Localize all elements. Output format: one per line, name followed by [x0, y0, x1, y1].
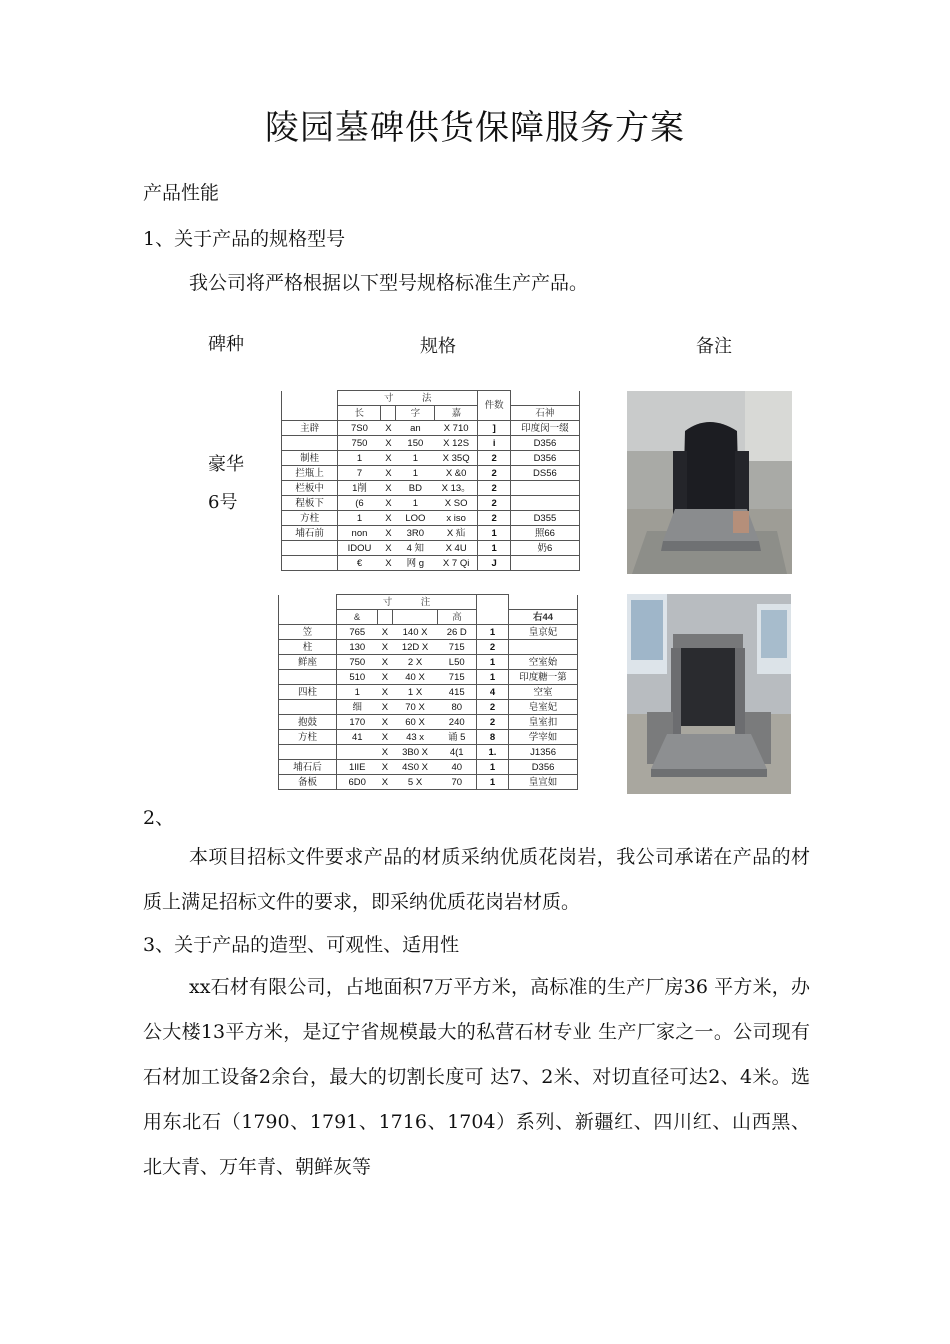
table-cell: D355 [510, 511, 579, 526]
table-cell: 150 [396, 436, 435, 451]
table-cell: X 13。 [435, 481, 478, 496]
table-cell: (6 [338, 496, 381, 511]
table-cell: 1 [476, 775, 508, 790]
table-cell: 2 [476, 700, 508, 715]
table-cell: 抱鼓 [279, 715, 337, 730]
table-cell: 印度糖一第 [509, 670, 578, 685]
table-row [282, 511, 580, 526]
table2-header-stone: 右44 [509, 610, 578, 625]
table-cell: 2 [478, 466, 510, 481]
table-cell: an [396, 421, 435, 436]
table-cell: 1. [476, 745, 508, 760]
table-cell: X [381, 496, 396, 511]
table-cell: 80 [438, 700, 477, 715]
table-cell: 1lIE [337, 760, 378, 775]
table2-corner-2 [279, 610, 337, 625]
table-cell: 空室始 [509, 655, 578, 670]
table-cell: 715 [438, 670, 477, 685]
table-cell: 埔石前 [282, 526, 338, 541]
table-cell: 埔石后 [279, 760, 337, 775]
table-cell: 1 [396, 466, 435, 481]
table-cell: 柱 [279, 640, 337, 655]
table-cell [282, 556, 338, 571]
table-cell: 8 [476, 730, 508, 745]
table-cell: X [377, 745, 392, 760]
table-cell: 2 [478, 451, 510, 466]
table-cell: 1 X [392, 685, 437, 700]
table-cell: 415 [438, 685, 477, 700]
table1-header-size: 寸 法 [338, 391, 478, 406]
table-cell: ] [478, 421, 510, 436]
table-row [282, 481, 580, 496]
table-cell: X [381, 511, 396, 526]
table-cell: 2 [478, 511, 510, 526]
table-cell: 方柱 [279, 730, 337, 745]
item-1-heading: 1、关于产品的规格型号 [143, 228, 346, 250]
table-cell [279, 670, 337, 685]
table-cell: X [377, 640, 392, 655]
table-cell: X [381, 541, 396, 556]
table-cell: 2 [476, 640, 508, 655]
table-cell: X [377, 715, 392, 730]
table-cell: 制桂 [282, 451, 338, 466]
table1-header-length: 长 [338, 406, 381, 421]
table-cell: X 疝 [435, 526, 478, 541]
table-cell: 2 [476, 715, 508, 730]
table-cell: 70 X [392, 700, 437, 715]
table-cell: X [381, 556, 396, 571]
table-cell: 750 [338, 436, 381, 451]
table-cell: X [377, 700, 392, 715]
table-cell: 60 X [392, 715, 437, 730]
paragraph-material: 本项目招标文件要求产品的材质采纳优质花岗岩，我公司承诺在产品的材质上满足招标文件的要求，即采纳优质花岗岩材质。 [143, 846, 810, 913]
table-row [282, 421, 580, 436]
col-header-spec: 规格 [420, 336, 456, 357]
item-2-heading: 2、 [143, 807, 175, 829]
table-cell: 4 知 [396, 541, 435, 556]
table-cell: X [377, 625, 392, 640]
table-cell: 皇宣如 [509, 775, 578, 790]
table-cell: 70 [438, 775, 477, 790]
table-cell: X [381, 526, 396, 541]
table1-corner [282, 391, 338, 406]
table-row [279, 715, 578, 730]
table-row [279, 655, 578, 670]
table-cell: 1 [396, 451, 435, 466]
col-header-type: 碑种 [208, 334, 244, 355]
table-cell: X 12S [435, 436, 478, 451]
table-cell: 3R0 [396, 526, 435, 541]
table-cell: 奶6 [510, 541, 579, 556]
table2-corner [279, 595, 337, 610]
table-cell: 1 [396, 496, 435, 511]
table-cell: X [381, 451, 396, 466]
table-cell: 4(1 [438, 745, 477, 760]
table-cell: 程板下 [282, 496, 338, 511]
table-cell: X [381, 436, 396, 451]
table-cell: BD [396, 481, 435, 496]
table-cell: X 7 Qi [435, 556, 478, 571]
table-cell: X [377, 685, 392, 700]
table-cell: X 35Q [435, 451, 478, 466]
table-row [279, 685, 578, 700]
table1-header-stone: 石神 [510, 406, 579, 421]
table-cell: D356 [509, 760, 578, 775]
table-row [279, 730, 578, 745]
table-cell: X [381, 421, 396, 436]
table-cell: 130 [337, 640, 378, 655]
table-cell: IDOU [338, 541, 381, 556]
table-cell [510, 556, 579, 571]
table-cell: 2 [478, 481, 510, 496]
table-row [282, 466, 580, 481]
table-cell: 1 [476, 670, 508, 685]
table-cell: 40 [438, 760, 477, 775]
table-cell: € [338, 556, 381, 571]
paragraph-company: xx石材有限公司，占地面积7万平方米，高标准的生产厂房36 平方米，办公大楼13平方米，是辽宁省规模最大的私营石材专业 生产厂家之一。公司现有石材加工设备2余台，最大的切割长度可 达7、2米、对切直径可达2、4米。选用东北石（1790、1791、1716、1704）系列、新疆红、四川红、山西黑、北大青、万年青、朝鲜灰等 [143, 976, 810, 1178]
table-cell: 诵 5 [438, 730, 477, 745]
table-cell: 765 [337, 625, 378, 640]
table-cell [510, 496, 579, 511]
table-cell: 4 [476, 685, 508, 700]
table-cell: 4S0 X [392, 760, 437, 775]
table-cell: X [377, 670, 392, 685]
spec-table-1 [281, 390, 580, 571]
table-cell: 方柱 [282, 511, 338, 526]
table-cell: 6D0 [337, 775, 378, 790]
table-row [282, 451, 580, 466]
table-cell: 细 [337, 700, 378, 715]
table-cell: 四柱 [279, 685, 337, 700]
table1-header-width: 字 [396, 406, 435, 421]
table-cell: 1 [476, 655, 508, 670]
table2-header-blank [509, 595, 578, 610]
table-row [279, 670, 578, 685]
table-cell: 1 [476, 625, 508, 640]
table-cell: 7S0 [338, 421, 381, 436]
item-3-heading: 3、关于产品的造型、可观性、适用性 [143, 934, 460, 956]
table-cell: J [478, 556, 510, 571]
spec-table-2 [278, 594, 578, 790]
table-cell: 栏板中 [282, 481, 338, 496]
table-cell: 笠 [279, 625, 337, 640]
table-cell: 715 [438, 640, 477, 655]
table-cell: 1 [478, 526, 510, 541]
table-cell: 170 [337, 715, 378, 730]
table-cell: X 710 [435, 421, 478, 436]
table-cell: X [377, 760, 392, 775]
table-cell: 26 D [438, 625, 477, 640]
table-cell [279, 745, 337, 760]
table-cell: i [478, 436, 510, 451]
table-cell: 皇室扣 [509, 715, 578, 730]
table-row [279, 760, 578, 775]
table-row [279, 625, 578, 640]
table-cell: 140 X [392, 625, 437, 640]
table-cell: 拦瓶上 [282, 466, 338, 481]
table-cell [509, 640, 578, 655]
table-cell: 750 [337, 655, 378, 670]
table-cell: 1 [478, 541, 510, 556]
table-cell: 7 [338, 466, 381, 481]
headstone-photo-2 [627, 594, 791, 794]
table-cell: L50 [438, 655, 477, 670]
table-cell: X 4U [435, 541, 478, 556]
table-cell: X [377, 655, 392, 670]
table1-header-blank [510, 391, 579, 406]
table-cell: 照66 [510, 526, 579, 541]
table-cell: LOO [396, 511, 435, 526]
table2-header-height: 高 [438, 610, 477, 625]
table-cell: 3B0 X [392, 745, 437, 760]
col-header-note: 备注 [696, 336, 732, 357]
table-cell: 40 X [392, 670, 437, 685]
table-cell: non [338, 526, 381, 541]
table-cell: X SO [435, 496, 478, 511]
table-cell: D356 [510, 451, 579, 466]
table-cell: X [381, 481, 396, 496]
table-cell: X &0 [435, 466, 478, 481]
page-title: 陵园墓碑供货保障服务方案 [265, 108, 685, 148]
model-name-line1: 豪华 [208, 454, 244, 475]
table-cell: 5 X [392, 775, 437, 790]
table-row [282, 541, 580, 556]
table-row [279, 700, 578, 715]
section-heading-product: 产品性能 [143, 182, 220, 204]
table-row [279, 640, 578, 655]
table-cell: X [381, 466, 396, 481]
table2-header-length: & [337, 610, 378, 625]
table-cell: 鲜座 [279, 655, 337, 670]
table-cell: 学宰如 [509, 730, 578, 745]
table-cell: D356 [510, 436, 579, 451]
table-cell: J1356 [509, 745, 578, 760]
table2-header-size: 寸 注 [337, 595, 477, 610]
table-row [282, 526, 580, 541]
table-cell: 皇京妃 [509, 625, 578, 640]
table-cell: DS56 [510, 466, 579, 481]
table1-corner-2 [282, 406, 338, 421]
table-cell: 印度闵一缀 [510, 421, 579, 436]
table-cell: 1 [476, 760, 508, 775]
table-cell: 2 [478, 496, 510, 511]
table-row [279, 745, 578, 760]
table-cell: 皂室妃 [509, 700, 578, 715]
table2-header-count-blank [476, 595, 508, 625]
table-cell: 1 [338, 511, 381, 526]
table-cell: 510 [337, 670, 378, 685]
table1-header-height: 嘉 [435, 406, 478, 421]
table-row [282, 556, 580, 571]
table-cell: 240 [438, 715, 477, 730]
table-cell [337, 745, 378, 760]
table-cell: 网 g [396, 556, 435, 571]
table-cell: x iso [435, 511, 478, 526]
table-cell [510, 481, 579, 496]
table-cell: 备板 [279, 775, 337, 790]
table-cell: 41 [337, 730, 378, 745]
table1-header-count: 件数 [478, 391, 510, 421]
intro-text: 我公司将严格根据以下型号规格标准生产产品。 [189, 272, 589, 294]
table-row [282, 496, 580, 511]
table-cell: 1 [338, 451, 381, 466]
table-cell: 43 x [392, 730, 437, 745]
table-cell: 12D X [392, 640, 437, 655]
table-cell: 1 [337, 685, 378, 700]
model-name-line2: 6号 [208, 492, 238, 513]
table-cell: 空室 [509, 685, 578, 700]
table-cell: 2 X [392, 655, 437, 670]
headstone-photo-1 [627, 391, 792, 574]
table-cell [282, 541, 338, 556]
table-cell: 1削 [338, 481, 381, 496]
table-row [282, 436, 580, 451]
table-row [279, 775, 578, 790]
table-cell: X [377, 730, 392, 745]
table-cell: X [377, 775, 392, 790]
table-cell: 主辟 [282, 421, 338, 436]
table-cell [279, 700, 337, 715]
table-cell [282, 436, 338, 451]
